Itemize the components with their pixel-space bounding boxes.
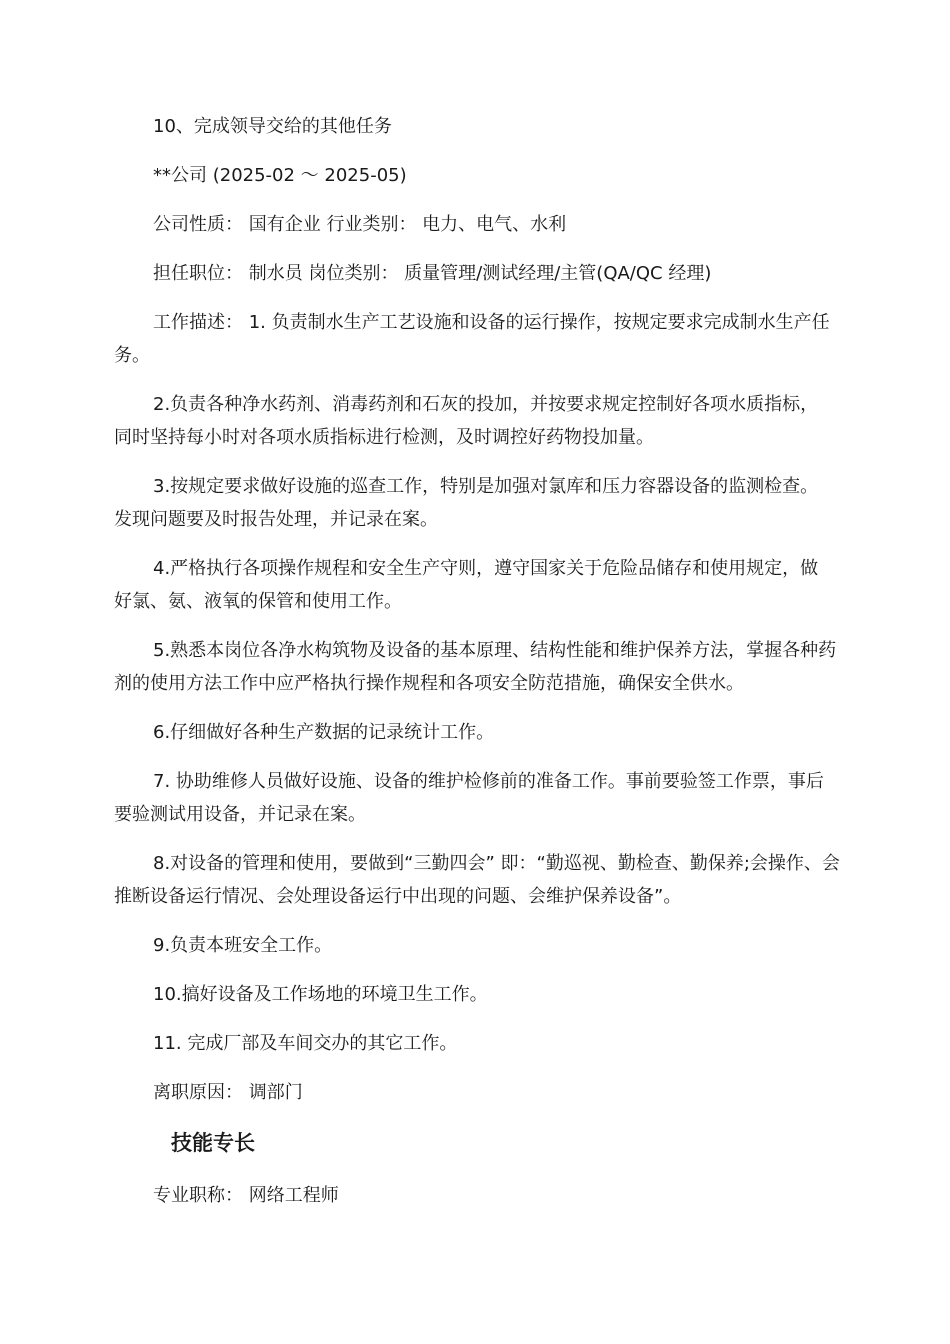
job-description-9: 9.负责本班安全工作。 [153, 935, 333, 956]
job-position: 担任职位： 制水员 岗位类别： 质量管理/测试经理/主管(QA/QC 经理) [153, 263, 712, 284]
leave-reason: 离职原因： 调部门 [153, 1082, 303, 1103]
job-description-4: 4.严格执行各项操作规程和安全生产守则，遵守国家关于危险品储存和使用规定，做好氯、氨、液氧的保管和使用工作。 [114, 558, 819, 612]
professional-title: 专业职称： 网络工程师 [153, 1185, 339, 1206]
job-description-3: 3.按规定要求做好设施的巡查工作，特别是加强对氯库和压力容器设备的监测检查。发现问题要及时报告处理，并记录在案。 [114, 476, 819, 530]
job-description-6: 6.仔细做好各种生产数据的记录统计工作。 [153, 722, 495, 743]
job-description-10: 10.搞好设备及工作场地的环境卫生工作。 [153, 984, 488, 1005]
job-description-7: 7. 协助维修人员做好设施、设备的维护检修前的准备工作。事前要验签工作票，事后要验测试用设备，并记录在案。 [114, 771, 824, 825]
job-description-2: 2.负责各种净水药剂、消毒药剂和石灰的投加，并按要求规定控制好各项水质指标，同时坚持每小时对各项水质指标进行检测，及时调控好药物投加量。 [114, 394, 819, 448]
job-description-5: 5.熟悉本岗位各净水构筑物及设备的基本原理、结构性能和维护保养方法，掌握各种药剂的使用方法工作中应严格执行操作规程和各项安全防范措施，确保安全供水。 [114, 640, 837, 694]
job-description-11: 11. 完成厂部及车间交办的其它工作。 [153, 1033, 458, 1054]
task-line-10: 10、完成领导交给的其他任务 [153, 116, 392, 137]
company-period: **公司 (2025-02 ～ 2025-05) [153, 165, 407, 186]
job-description-8: 8.对设备的管理和使用，要做到“三勤四会” 即：“勤巡视、勤检查、勤保养;会操作、会推断设备运行情况、会处理设备运行中出现的问题、会维护保养设备”。 [114, 853, 840, 907]
company-nature: 公司性质： 国有企业 行业类别： 电力、电气、水利 [153, 214, 567, 235]
job-description-1: 工作描述： 1. 负责制水生产工艺设施和设备的运行操作，按规定要求完成制水生产任务。 [114, 312, 830, 366]
section-title-skills: 技能专长 [171, 1131, 255, 1155]
